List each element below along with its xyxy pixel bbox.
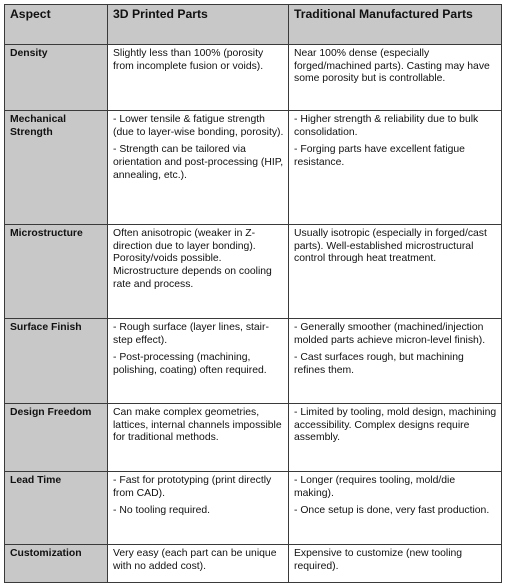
comparison-table <box>4 4 502 583</box>
traditional-cell <box>289 472 502 545</box>
cell-text: - Once setup is done, very fast production. <box>294 505 490 517</box>
cell-text: - Higher strength & reliability due to bulk consolidation. <box>294 114 479 138</box>
cell-text: - Post-processing (machining, polishing, coating) often required. <box>113 352 267 377</box>
printed-cell <box>108 111 289 225</box>
cell-text: - Forging parts have excellent fatigue resistance. <box>294 144 465 169</box>
printed-cell <box>108 472 289 545</box>
row-mechanical-strength <box>5 111 502 225</box>
printed-cell <box>108 319 289 404</box>
cell-text: Slightly less than 100% (porosity from incomplete fusion or voids). <box>113 48 264 72</box>
aspect-cell: Mechanical Strength <box>5 111 108 225</box>
comparison-table-container <box>4 4 501 583</box>
cell-text: Usually isotropic (especially in forged/cast parts). Well-established microstructural control through heat treatment. <box>294 228 487 265</box>
cell-text: Often anisotropic (weaker in Z-direction due to layer bonding). Porosity/voids possible. Microstructure depends on cooling rate and process. <box>113 228 272 290</box>
cell-text: - No tooling required. <box>113 505 211 517</box>
traditional-cell <box>289 319 502 404</box>
traditional-cell <box>289 404 502 472</box>
cell-text: Very easy (each part can be unique with no added cost). <box>113 548 277 572</box>
aspect-cell: Surface Finish <box>5 319 108 404</box>
cell-text: - Longer (requires tooling, mold/die making). <box>294 475 456 499</box>
aspect-cell: Microstructure <box>5 225 108 319</box>
aspect-cell: Lead Time <box>5 472 108 545</box>
row-microstructure <box>5 225 502 319</box>
aspect-cell: Design Freedom <box>5 404 108 472</box>
cell-text: - Strength can be tailored via orientation and post-processing (HIP, annealing, etc.). <box>113 144 284 181</box>
traditional-cell <box>289 545 502 583</box>
printed-cell <box>108 225 289 319</box>
cell-text: - Lower tensile & fatigue strength (due to layer-wise bonding, porosity). <box>113 114 284 138</box>
row-design-freedom <box>5 404 502 472</box>
header-traditional: Traditional Manufactured Parts <box>289 5 502 45</box>
row-lead-time <box>5 472 502 545</box>
row-density <box>5 45 502 111</box>
cell-text: - Limited by tooling, mold design, machining accessibility. Complex designs require assembly. <box>294 407 497 444</box>
printed-cell <box>108 45 289 111</box>
cell-text: Can make complex geometries, lattices, internal channels impossible for traditional methods. <box>113 407 282 444</box>
traditional-cell <box>289 225 502 319</box>
row-surface-finish <box>5 319 502 404</box>
traditional-cell <box>289 111 502 225</box>
cell-text: - Fast for prototyping (print directly from CAD). <box>113 475 272 499</box>
header-aspect: Aspect <box>5 5 108 45</box>
printed-cell <box>108 404 289 472</box>
cell-text: - Generally smoother (machined/injection molded parts achieve micron-level finish). <box>294 322 486 346</box>
cell-text: Near 100% dense (especially forged/machined parts). Casting may have some porosity but is controllable. <box>294 48 490 85</box>
cell-text: - Cast surfaces rough, but machining refines them. <box>294 352 464 377</box>
traditional-cell <box>289 45 502 111</box>
header-3d-printed: 3D Printed Parts <box>108 5 289 45</box>
header-row <box>5 5 502 45</box>
printed-cell <box>108 545 289 583</box>
row-customization <box>5 545 502 583</box>
aspect-cell: Density <box>5 45 108 111</box>
cell-text: Expensive to customize (new tooling required). <box>294 548 463 572</box>
cell-text: - Rough surface (layer lines, stair-step effect). <box>113 322 269 346</box>
aspect-cell: Customization <box>5 545 108 583</box>
